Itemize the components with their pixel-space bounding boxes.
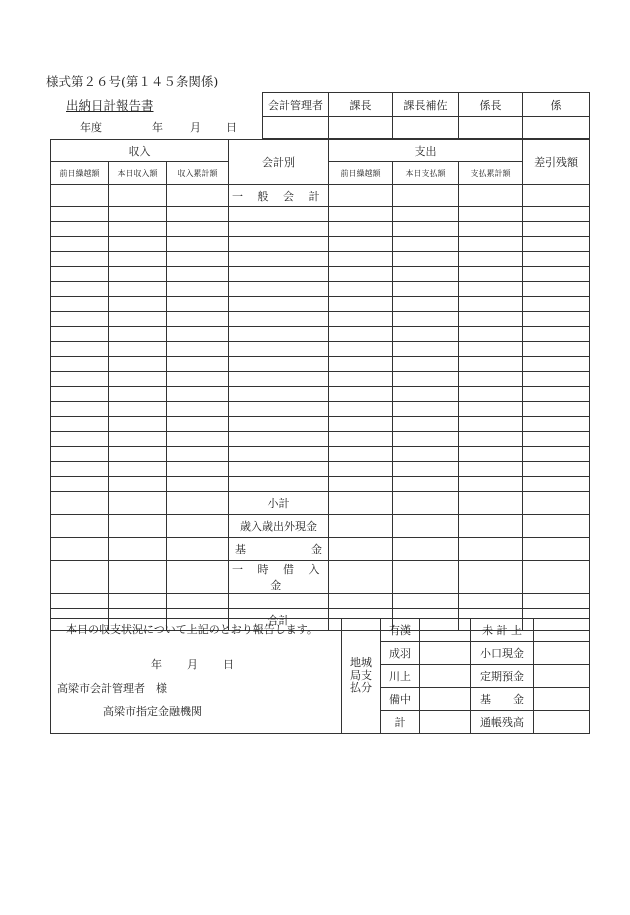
branch-label: 計: [381, 711, 420, 734]
entry-cell[interactable]: [167, 402, 229, 417]
approval-stamp-cell[interactable]: [263, 117, 329, 139]
table-row: [51, 222, 590, 237]
col-header: 支払累計額: [459, 162, 523, 185]
entry-cell[interactable]: [329, 252, 393, 267]
entry-cell[interactable]: [229, 252, 329, 267]
approval-header: 係: [523, 93, 590, 117]
branch-label: 備中: [381, 688, 420, 711]
entry-cell[interactable]: [51, 327, 109, 342]
approval-stamp-cell[interactable]: [523, 117, 590, 139]
entry-cell[interactable]: [167, 387, 229, 402]
table-row: [51, 387, 590, 402]
entry-cell[interactable]: [459, 237, 523, 252]
entry-cell[interactable]: [393, 327, 459, 342]
entry-cell[interactable]: [459, 252, 523, 267]
entry-cell[interactable]: [459, 342, 523, 357]
entry-cell[interactable]: [51, 372, 109, 387]
entry-cell[interactable]: [393, 342, 459, 357]
entry-cell[interactable]: [167, 477, 229, 492]
entry-cell[interactable]: [229, 282, 329, 297]
entry-cell[interactable]: [393, 447, 459, 462]
entry-cell[interactable]: [523, 462, 590, 477]
entry-cell[interactable]: [393, 357, 459, 372]
subtotal-label: 小計: [229, 492, 329, 515]
entry-cell[interactable]: [109, 372, 167, 387]
table-row: [51, 207, 590, 222]
col-header: 収入累計額: [167, 162, 229, 185]
entry-cell[interactable]: [167, 207, 229, 222]
fund-label: [229, 538, 329, 561]
entry-cell[interactable]: [167, 222, 229, 237]
entry-cell[interactable]: [393, 417, 459, 432]
entry-cell[interactable]: [51, 282, 109, 297]
entry-cell[interactable]: [167, 267, 229, 282]
entry-cell[interactable]: [459, 387, 523, 402]
entry-cell[interactable]: [393, 372, 459, 387]
item-label: 通帳残高: [471, 711, 534, 734]
entry-cell[interactable]: [459, 222, 523, 237]
entry-cell[interactable]: [523, 267, 590, 282]
entry-cell[interactable]: [329, 432, 393, 447]
table-row: [51, 372, 590, 387]
item-label: 未 計 上: [471, 619, 534, 642]
total-label: 合計: [229, 609, 329, 631]
entry-cell[interactable]: [51, 357, 109, 372]
entry-cell[interactable]: [51, 297, 109, 312]
entry-cell[interactable]: [167, 237, 229, 252]
entry-cell[interactable]: [167, 447, 229, 462]
entry-cell[interactable]: [167, 312, 229, 327]
entry-cell[interactable]: [393, 282, 459, 297]
entry-cell[interactable]: [51, 342, 109, 357]
entry-cell[interactable]: [109, 447, 167, 462]
entry-cell[interactable]: [459, 477, 523, 492]
entry-cell[interactable]: [109, 222, 167, 237]
entry-cell[interactable]: [167, 342, 229, 357]
approval-stamp-cell[interactable]: [393, 117, 459, 139]
entry-cell[interactable]: [459, 432, 523, 447]
entry-cell[interactable]: [329, 477, 393, 492]
entry-cell[interactable]: [393, 387, 459, 402]
entry-cell[interactable]: [229, 327, 329, 342]
entry-cell[interactable]: [109, 312, 167, 327]
entry-cell[interactable]: [229, 387, 329, 402]
entry-cell[interactable]: [167, 462, 229, 477]
table-row: [51, 267, 590, 282]
entry-cell[interactable]: [109, 477, 167, 492]
table-row: [51, 447, 590, 462]
entry-cell[interactable]: [51, 387, 109, 402]
entry-cell[interactable]: [109, 252, 167, 267]
table-row: [51, 357, 590, 372]
entry-cell[interactable]: [459, 402, 523, 417]
entry-cell[interactable]: [51, 462, 109, 477]
item-label: 定期預金: [471, 665, 534, 688]
entry-cell[interactable]: [167, 357, 229, 372]
entry-cell[interactable]: [51, 432, 109, 447]
table-row: [51, 312, 590, 327]
entry-cell[interactable]: [167, 327, 229, 342]
entry-cell[interactable]: [523, 327, 590, 342]
entry-cell[interactable]: [523, 477, 590, 492]
entry-cell[interactable]: [459, 267, 523, 282]
entry-cell[interactable]: [329, 357, 393, 372]
entry-cell[interactable]: [167, 432, 229, 447]
report-title: 出納日計報告書: [66, 98, 154, 113]
col-header: 前日繰越額: [51, 162, 109, 185]
entry-cell[interactable]: [229, 372, 329, 387]
entry-cell[interactable]: [51, 312, 109, 327]
entry-cell[interactable]: [51, 207, 109, 222]
entry-cell[interactable]: [393, 207, 459, 222]
entry-cell[interactable]: [229, 222, 329, 237]
table-row: [51, 282, 590, 297]
entry-cell[interactable]: [329, 417, 393, 432]
entry-cell[interactable]: [229, 237, 329, 252]
entry-cell[interactable]: [459, 207, 523, 222]
expense-header: 支出: [329, 140, 523, 162]
approval-header: 課長補佐: [393, 93, 459, 117]
entry-cell[interactable]: [329, 282, 393, 297]
table-row: [51, 252, 590, 267]
main-table: [50, 139, 590, 631]
entry-cell[interactable]: [459, 282, 523, 297]
entry-cell[interactable]: [109, 342, 167, 357]
addressee: 高梁市会計管理者 様: [57, 682, 167, 695]
entry-cell[interactable]: [167, 252, 229, 267]
entry-cell[interactable]: [329, 387, 393, 402]
entry-cell[interactable]: [459, 357, 523, 372]
approval-header: 会計管理者: [263, 93, 329, 117]
branch-label: 有漢: [381, 619, 420, 642]
table-row: [51, 327, 590, 342]
item-label: 小口現金: [471, 642, 534, 665]
entry-cell[interactable]: [109, 327, 167, 342]
date-year: 年: [152, 121, 163, 134]
entry-cell[interactable]: [523, 222, 590, 237]
entry-cell[interactable]: [229, 312, 329, 327]
entry-cell[interactable]: [109, 417, 167, 432]
table-row: [51, 402, 590, 417]
account-header: 会計別: [229, 140, 329, 185]
entry-cell[interactable]: [393, 267, 459, 282]
entry-cell[interactable]: [109, 267, 167, 282]
entry-cell[interactable]: [393, 222, 459, 237]
entry-cell[interactable]: [109, 237, 167, 252]
form-number: 様式第２６号(第１４５条関係): [46, 74, 219, 89]
entry-cell[interactable]: [109, 462, 167, 477]
statement-cell: [51, 619, 342, 734]
institution: 高梁市指定金融機関: [103, 705, 202, 718]
entry-cell[interactable]: [329, 297, 393, 312]
bottom-date-month: 月: [187, 658, 198, 671]
entry-cell[interactable]: [459, 297, 523, 312]
entry-cell[interactable]: [51, 237, 109, 252]
balance-header: 差引残額: [523, 140, 590, 185]
temp-loan-label: 一 時 借 入 金: [229, 561, 329, 594]
vertical-label-cell: [342, 619, 381, 734]
entry-cell[interactable]: [523, 372, 590, 387]
entry-cell[interactable]: [329, 207, 393, 222]
general-account-label: 一 般 会 計: [229, 185, 329, 207]
entry-cell[interactable]: [51, 477, 109, 492]
entry-cell[interactable]: [329, 237, 393, 252]
entry-cell[interactable]: [393, 312, 459, 327]
entry-cell[interactable]: [229, 342, 329, 357]
statement-text: 本日の収支状況について上記のとおり報告します。: [66, 623, 318, 636]
entry-cell[interactable]: [167, 372, 229, 387]
entry-cell[interactable]: [523, 207, 590, 222]
entry-cell[interactable]: [523, 312, 590, 327]
entry-cell[interactable]: [167, 282, 229, 297]
entry-cell[interactable]: [167, 417, 229, 432]
bottom-table: [50, 618, 590, 734]
entry-cell[interactable]: [329, 222, 393, 237]
entry-cell[interactable]: [459, 447, 523, 462]
bottom-date-year: 年: [151, 658, 162, 671]
approval-stamp-cell[interactable]: [459, 117, 523, 139]
entry-cell[interactable]: [229, 267, 329, 282]
entry-cell[interactable]: [51, 447, 109, 462]
entry-cell[interactable]: [523, 342, 590, 357]
table-row: [51, 432, 590, 447]
entry-cell[interactable]: [229, 462, 329, 477]
col-header: 前日繰越額: [329, 162, 393, 185]
branch-label: 川上: [381, 665, 420, 688]
table-row: [51, 417, 590, 432]
approval-stamp-cell[interactable]: [329, 117, 393, 139]
entry-cell[interactable]: [523, 237, 590, 252]
income-header: 収入: [51, 140, 229, 162]
entry-cell[interactable]: [229, 447, 329, 462]
entry-cell[interactable]: [523, 402, 590, 417]
entry-cell[interactable]: [523, 357, 590, 372]
entry-cell[interactable]: [459, 417, 523, 432]
entry-cell[interactable]: [167, 297, 229, 312]
entry-cell[interactable]: [523, 387, 590, 402]
vertical-label: 地城 局支 払分: [350, 656, 372, 695]
entry-cell[interactable]: [329, 447, 393, 462]
entry-cell[interactable]: [393, 297, 459, 312]
entry-cell[interactable]: [229, 432, 329, 447]
table-row: [51, 342, 590, 357]
entry-cell[interactable]: [229, 357, 329, 372]
entry-cell[interactable]: [229, 402, 329, 417]
date-day: 日: [226, 121, 237, 134]
entry-cell[interactable]: [329, 327, 393, 342]
entry-cell[interactable]: [523, 417, 590, 432]
entry-cell[interactable]: [329, 462, 393, 477]
entry-cell[interactable]: [109, 357, 167, 372]
entry-cell[interactable]: [393, 402, 459, 417]
entry-cell[interactable]: [51, 252, 109, 267]
item-label: 基 金: [471, 688, 534, 711]
entry-cell[interactable]: [393, 462, 459, 477]
approval-header: 係長: [459, 93, 523, 117]
entry-cell[interactable]: [109, 432, 167, 447]
table-row: [51, 237, 590, 252]
table-row: [51, 462, 590, 477]
entry-cell[interactable]: [51, 222, 109, 237]
date-nendo: 年度: [80, 121, 102, 134]
entry-cell[interactable]: [51, 417, 109, 432]
col-header: 本日支払額: [393, 162, 459, 185]
entry-cell[interactable]: [329, 342, 393, 357]
entry-cell[interactable]: [459, 312, 523, 327]
entry-cell[interactable]: [109, 282, 167, 297]
entry-cell[interactable]: [229, 207, 329, 222]
table-row: [51, 477, 590, 492]
col-header: 本日収入額: [109, 162, 167, 185]
fund-label-right: 金: [311, 543, 323, 556]
entry-cell[interactable]: [229, 297, 329, 312]
table-row: [51, 297, 590, 312]
entry-cell[interactable]: [109, 207, 167, 222]
entry-cell[interactable]: [523, 252, 590, 267]
entry-cell[interactable]: [51, 267, 109, 282]
approval-table: [262, 92, 590, 139]
entry-cell[interactable]: [229, 417, 329, 432]
fund-label-left: 基: [235, 543, 247, 556]
approval-header: 課長: [329, 93, 393, 117]
entry-cell[interactable]: [459, 327, 523, 342]
entry-cell[interactable]: [393, 252, 459, 267]
entry-cell[interactable]: [329, 312, 393, 327]
bottom-date-day: 日: [223, 658, 234, 671]
entry-cell[interactable]: [459, 372, 523, 387]
entry-cell[interactable]: [329, 402, 393, 417]
entry-cell[interactable]: [109, 297, 167, 312]
entry-cell[interactable]: [109, 402, 167, 417]
entry-cell[interactable]: [393, 237, 459, 252]
date-month: 月: [190, 121, 201, 134]
entry-cell[interactable]: [109, 387, 167, 402]
entry-cell[interactable]: [393, 432, 459, 447]
entry-cell[interactable]: [51, 402, 109, 417]
entry-cell[interactable]: [523, 432, 590, 447]
entry-cell[interactable]: [393, 477, 459, 492]
entry-cell[interactable]: [523, 447, 590, 462]
entry-cell[interactable]: [329, 372, 393, 387]
entry-cell[interactable]: [523, 282, 590, 297]
entry-cell[interactable]: [523, 297, 590, 312]
branch-label: 成羽: [381, 642, 420, 665]
entry-cell[interactable]: [229, 477, 329, 492]
entry-cell[interactable]: [459, 462, 523, 477]
entry-cell[interactable]: [329, 267, 393, 282]
external-cash-label: 歳入歳出外現金: [229, 515, 329, 538]
